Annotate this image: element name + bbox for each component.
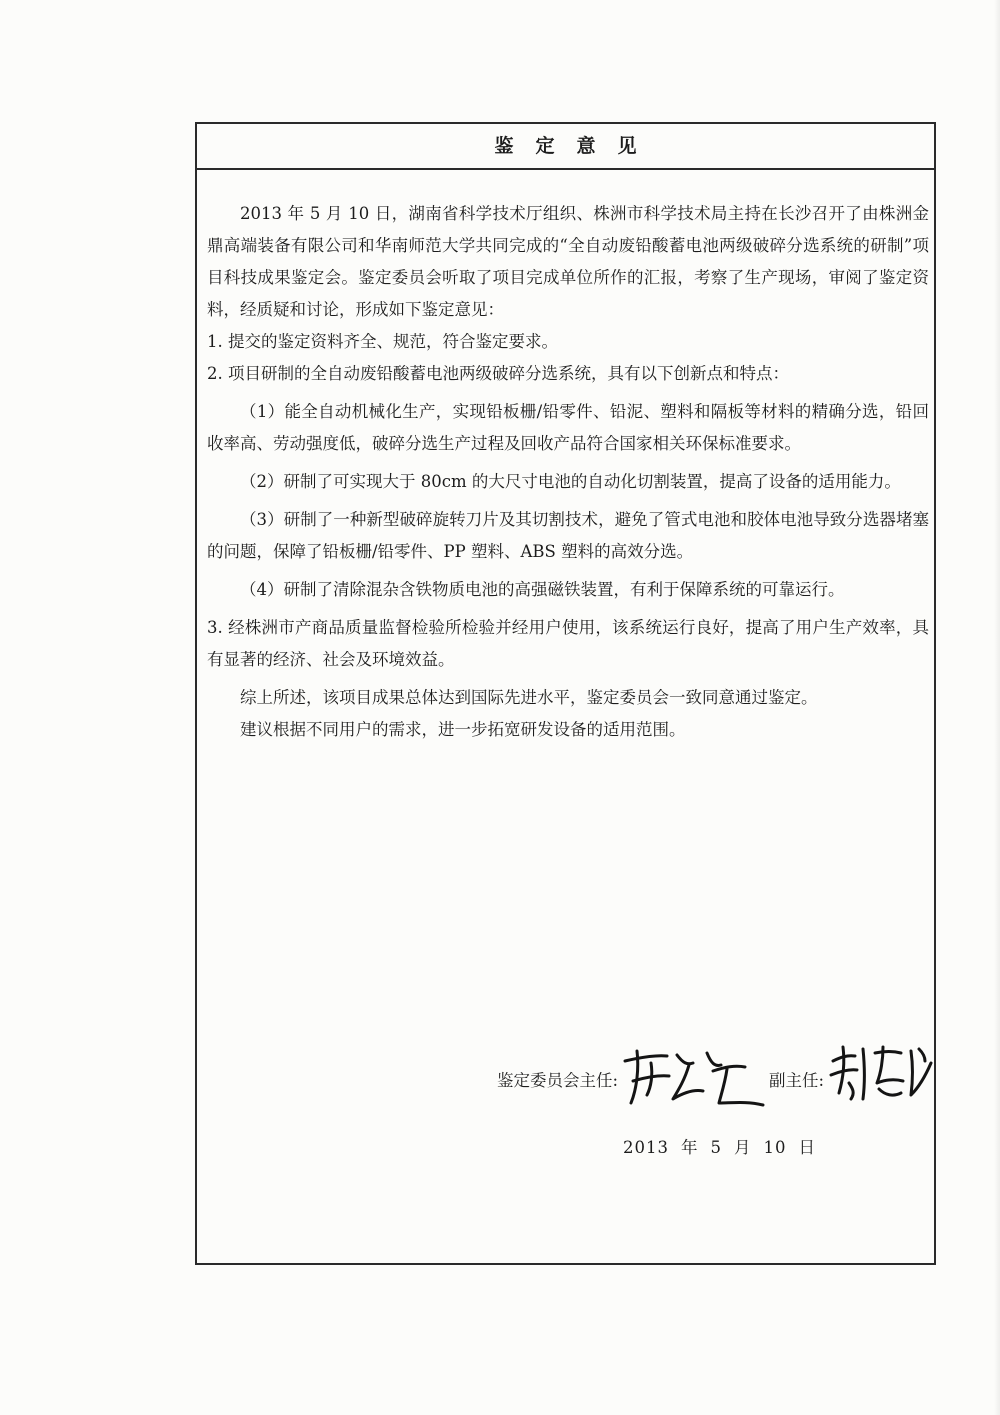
point-2: 2. 项目研制的全自动废铅酸蓄电池两级破碎分选系统，具有以下创新点和特点： xyxy=(207,364,789,383)
date-day-unit: 日 xyxy=(798,1138,816,1157)
vice-chair-label: 副主任: xyxy=(769,1071,825,1090)
date-day: 10 xyxy=(763,1138,787,1157)
point-1: 1. 提交的鉴定资料齐全、规范，符合鉴定要求。 xyxy=(207,332,558,351)
point-3: 3. 经株洲市产商品质量监督检验所检验并经用户使用，该系统运行良好，提高了用户生产效率，具有显著的经济、社会及环境效益。 xyxy=(207,618,929,669)
date-month: 5 xyxy=(710,1138,722,1157)
signing-date xyxy=(623,1134,828,1158)
date-year: 2013 xyxy=(623,1138,669,1157)
sub-item-2: （2）研制了可实现大于 80cm 的大尺寸电池的自动化切割装置，提高了设备的适用能力。 xyxy=(240,472,901,491)
appraisal-form-box xyxy=(195,122,936,1265)
chair-label: 鉴定委员会主任: xyxy=(497,1071,619,1090)
sub-item-1: （1）能全自动机械化生产，实现铅板栅/铅零件、铅泥、塑料和隔板等材料的精确分选，铅回收率高、劳动强度低，破碎分选生产过程及回收产品符合国家相关环保标准要求。 xyxy=(207,402,929,453)
vice-chair-signature-icon xyxy=(827,1039,937,1107)
sub-item-4: （4）研制了清除混杂含铁物质电池的高强磁铁装置，有利于保障系统的可靠运行。 xyxy=(240,580,845,599)
suggestion-paragraph: 建议根据不同用户的需求，进一步拓宽研发设备的适用范围。 xyxy=(240,720,686,739)
form-title: 鉴定意见 xyxy=(197,124,934,170)
sub-item-3: （3）研制了一种新型破碎旋转刀片及其切割技术，避免了管式电池和胶体电池导致分选器堵塞的问题，保障了铅板栅/铅零件、PP 塑料、ABS 塑料的高效分选。 xyxy=(207,510,929,561)
date-month-unit: 月 xyxy=(734,1138,752,1157)
signature-row xyxy=(197,1039,934,1109)
chair-signature-icon xyxy=(617,1043,767,1115)
summary-paragraph: 综上所述，该项目成果总体达到国际先进水平，鉴定委员会一致同意通过鉴定。 xyxy=(240,688,818,707)
intro-paragraph: 2013 年 5 月 10 日，湖南省科学技术厅组织、株洲市科学技术局主持在长沙召开了由株洲金鼎高端装备有限公司和华南师范大学共同完成的“全自动废铅酸蓄电池两级破碎分选系统的研制”项目科技成果鉴定会。鉴定委员会听取了项目完成单位所作的汇报，考察了生产现场，审阅了鉴定资料，经质疑和讨论，形成如下鉴定意见： xyxy=(207,204,929,319)
scan-shadow-edge xyxy=(994,0,1000,1415)
opinion-body xyxy=(207,198,929,746)
date-year-unit: 年 xyxy=(681,1138,699,1157)
